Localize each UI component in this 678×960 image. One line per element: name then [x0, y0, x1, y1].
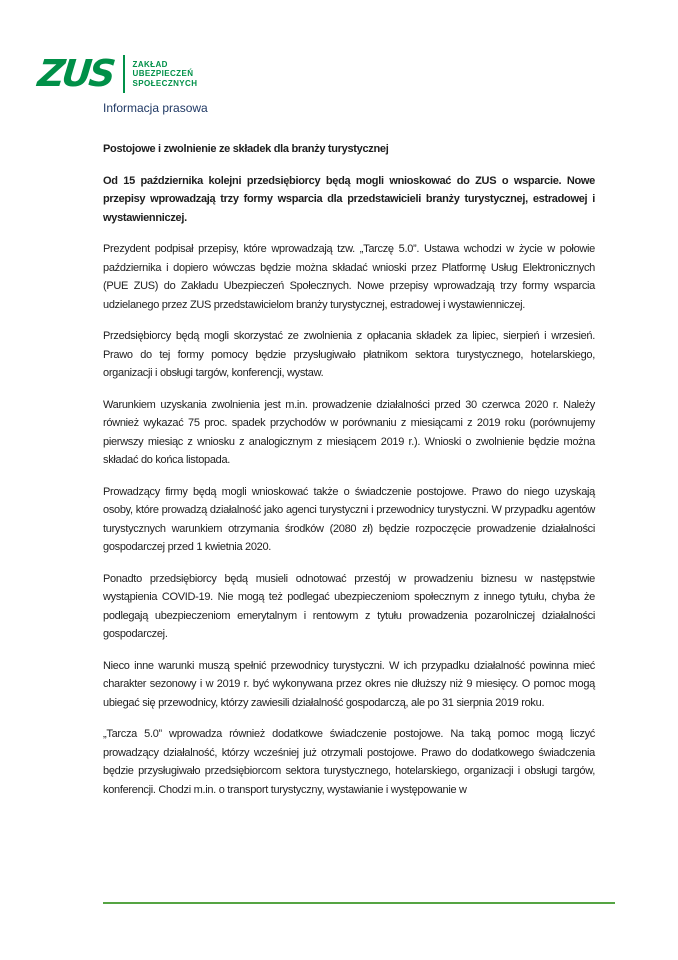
zus-logo — [35, 52, 198, 95]
article-lead: Od 15 października kolejni przedsiębiorcy będą mogli wnioskować do ZUS o wsparcie. Nowe przepisy wprowadzają trzy formy wsparcia dla przedstawicieli branży turystycznej, estradowej i wystawienniczej. — [103, 174, 595, 224]
article-paragraph: Przedsiębiorcy będą mogli skorzystać ze zwolnienia z opłacania składek za lipiec, sierpień i wrzesień. Prawo do tej formy pomocy będzie przysługiwało płatnikom sektora turystycznego, hotelarskiego, organizacji i obsługi targów, konferencji, wystaw. — [103, 330, 595, 379]
logo-org-line: ZAKŁAD — [132, 59, 168, 69]
article-paragraph: Warunkiem uzyskania zwolnienia jest m.in. prowadzenie działalności przed 30 czerwca 2020 r. Należy również wykazać 75 proc. spadek przychodów w porównaniu z miesiącami z 2019 roku (porównujemy pierwszy miesiąc z wniosku z analogicznym z miesiącem 2019 r.). Wnioski o zwolnienie będzie można składać do końca listopada. — [103, 398, 595, 466]
article-title: Postojowe i zwolnienie ze składek dla branży turystycznej — [103, 143, 389, 155]
article-paragraph: Prezydent podpisał przepisy, które wprowadzają tzw. „Tarczę 5.0”. Ustawa wchodzi w życie w połowie października i dopiero wówczas będzie można składać wnioski przez Platformę Usług Elektronicznych (PUE ZUS) do Zakładu Ubezpieczeń Społecznych. Nowe przepisy wprowadzają trzy formy wsparcia udzielanego przez ZUS przedstawicielom branży turystycznej, estradowej i wystawienniczej. — [103, 243, 595, 311]
article-paragraph: Nieco inne warunki muszą spełnić przewodnicy turystyczni. W ich przypadku działalność powinna mieć charakter sezonowy i w 2019 r. być wykonywana przez okres nie dłuższy niż 9 miesięcy. O pomoc mogą ubiegać się przewodnicy, którzy zawiesili działalność gospodarczą, ale po 31 sierpnia 2019 roku. — [103, 659, 595, 709]
press-release-kicker: Informacja prasowa — [103, 101, 208, 115]
logo-org-name — [133, 60, 198, 89]
zus-wordmark-icon: ZUS — [35, 52, 115, 95]
article-body — [103, 140, 595, 812]
article-paragraph: Ponadto przedsiębiorcy będą musieli odnotować przestój w prowadzeniu biznesu w następstwie wystąpienia COVID-19. Nie mogą też podlegać ubezpieczeniom społecznym z innego tytułu, chyba że podlegają ubezpieczeniom emerytalnym i rentowym z tytułu prowadzenia pozarolniczej działalności gospodarczej. — [103, 572, 595, 640]
footer-rule — [103, 902, 615, 904]
logo-org-line: SPOŁECZNYCH — [132, 78, 198, 88]
article-paragraph: „Tarcza 5.0” wprowadza również dodatkowe świadczenie postojowe. Na taką pomoc mogą liczyć prowadzący działalność, którzy wcześniej już otrzymali postojowe. Prawo do dodatkowego świadczenia będzie przysługiwało przedsiębiorcom sektora turystycznego, hotelarskiego, organizacji i obsługi targów, konferencji. Chodzi m.in. o transport turystyczny, wystawianie i występowanie w — [103, 728, 595, 796]
logo-org-line: UBEZPIECZEŃ — [132, 69, 194, 79]
article-paragraph: Prowadzący firmy będą mogli wnioskować także o świadczenie postojowe. Prawo do niego uzyskają osoby, które prowadzą działalność jako agenci turystyczni i przewodnicy turystyczni. W przypadku agentów turystycznych warunkiem otrzymania środków (2080 zł) będzie rozpoczęcie prowadzenie działalności gospodarczej przed 1 kwietnia 2020. — [103, 485, 595, 553]
